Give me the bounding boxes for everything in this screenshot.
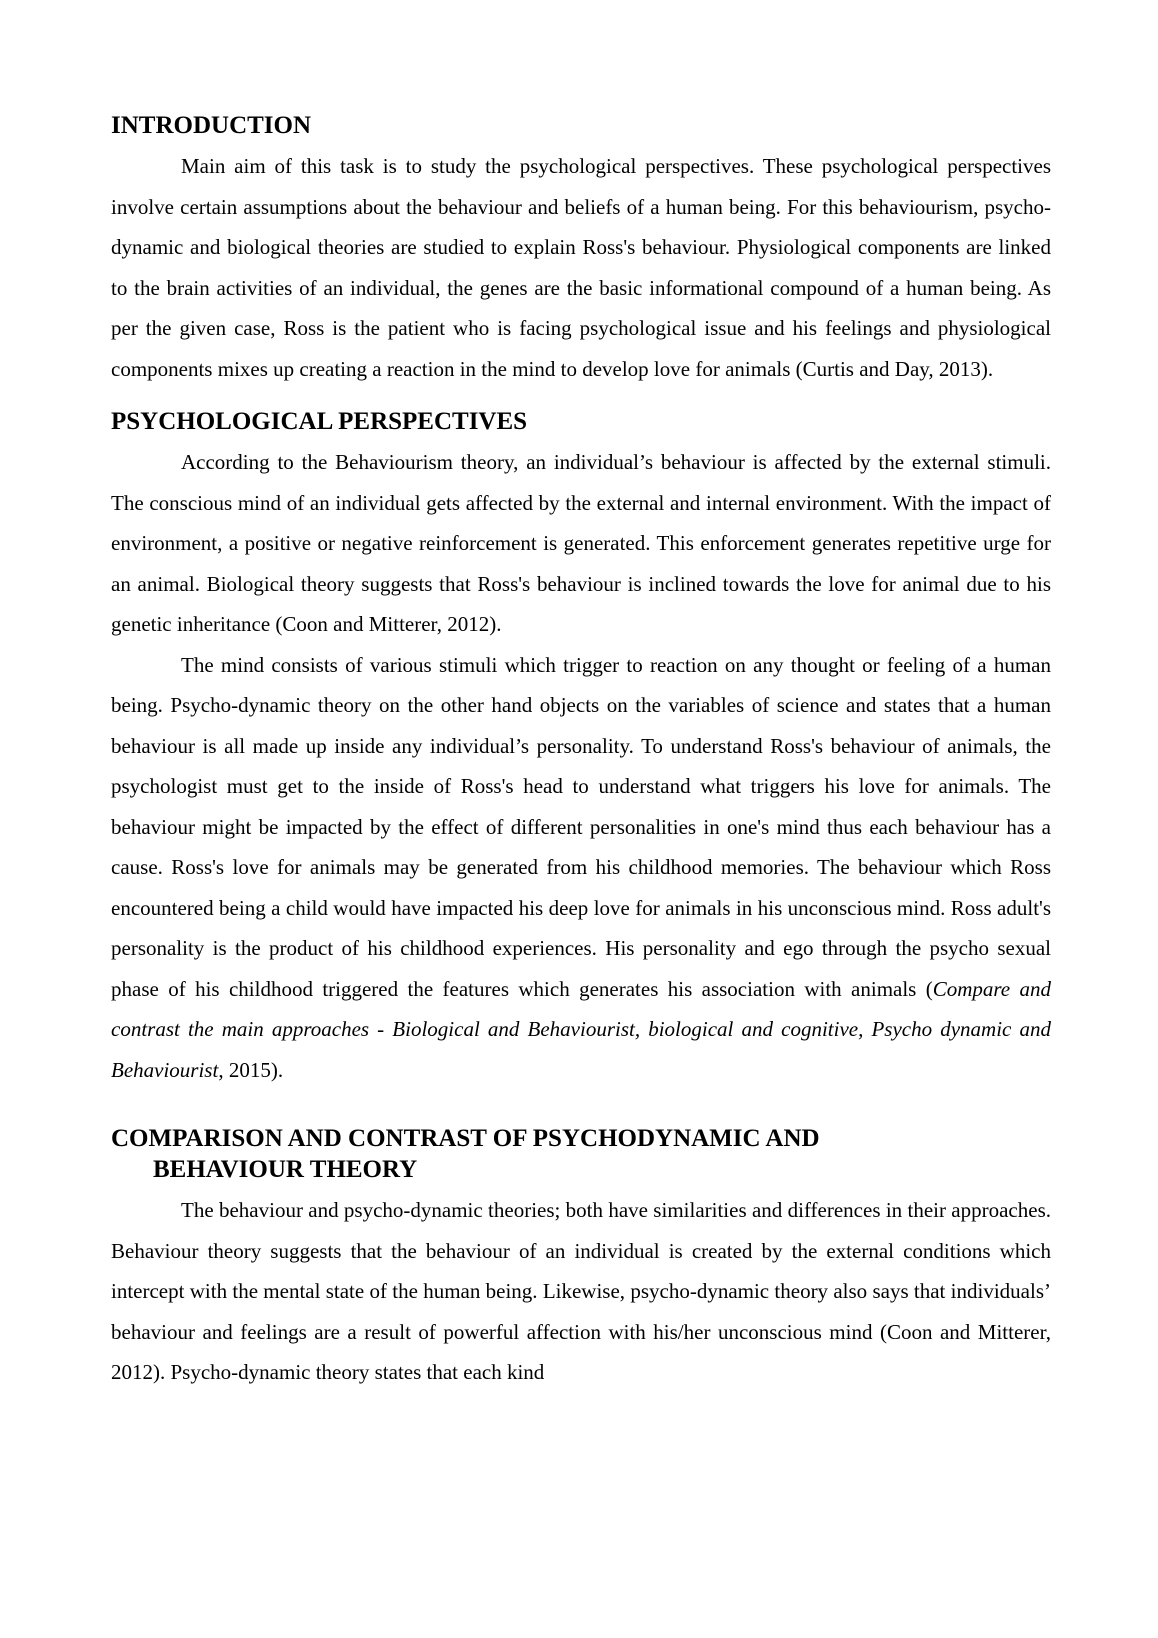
perspectives-paragraph-2 [111,645,1051,1091]
perspectives-heading: PSYCHOLOGICAL PERSPECTIVES [111,408,528,435]
comparison-heading-line-2: BEHAVIOUR THEORY [153,1156,418,1183]
perspectives-paragraph-2-text: The mind consists of various stimuli which trigger to reaction on any thought or feeling of a human being. Psycho-dynamic theory on the other hand objects on the variables of science and states that a human behaviour is all made up inside any individual’s personality. To understand Ross's behaviour of animals, the psychologist must get to the inside of Ross's head to understand what triggers his love for animals. The behaviour might be impacted by the effect of different personalities in one's mind thus each behaviour has a cause. Ross's love for animals may be generated from his childhood memories. The behaviour which Ross encountered being a child would have impacted his deep love for animals in his unconscious mind. Ross adult's personality is the product of his childhood experiences. His personality and ego through the psycho sexual phase of his childhood triggered the features which generates his association with animals ( [111,652,1051,1001]
introduction-paragraph: Main aim of this task is to study the psychological perspectives. These psychological perspectives involve certain assumptions about the behaviour and beliefs of a human being. For this behaviourism, psycho-dynamic and biological theories are studied to explain Ross's behaviour. Physiological components are linked to the brain activities of an individual, the genes are the basic informational compound of a human being. As per the given case, Ross is the patient who is facing psychological issue and his feelings and physiological components mixes up creating a reaction in the mind to develop love for animals (Curtis and Day, 2013). [111,154,1051,381]
citation-year: , 2015). [218,1057,284,1082]
comparison-paragraph: The behaviour and psycho-dynamic theories; both have similarities and differences in their approaches. Behaviour theory suggests that the behaviour of an individual is created by the external conditions which intercept with the mental state of the human being. Likewise, psycho-dynamic theory also says that individuals’ behaviour and feelings are a result of powerful affection with his/her unconscious mind (Coon and Mitterer, 2012). Psycho-dynamic theory states that each kind [111,1198,1051,1384]
citation-title: Compare and contrast the main approaches - Biological and Behaviourist, biological and cognitive, Psycho dynamic and Behaviourist [111,976,1052,1082]
introduction-heading: INTRODUCTION [111,112,312,139]
document-page [111,110,1051,1393]
perspectives-paragraph-1: According to the Behaviourism theory, an individual’s behaviour is affected by the external stimuli. The conscious mind of an individual gets affected by the external and internal environment. With the impact of environment, a positive or negative reinforcement is generated. This enforcement generates repetitive urge for an animal. Biological theory suggests that Ross's behaviour is inclined towards the love for animal due to his genetic inheritance (Coon and Mitterer, 2012). [111,450,1051,636]
comparison-heading-line-1: COMPARISON AND CONTRAST OF PSYCHODYNAMIC AND [111,1125,820,1152]
comparison-heading [111,1123,1051,1185]
